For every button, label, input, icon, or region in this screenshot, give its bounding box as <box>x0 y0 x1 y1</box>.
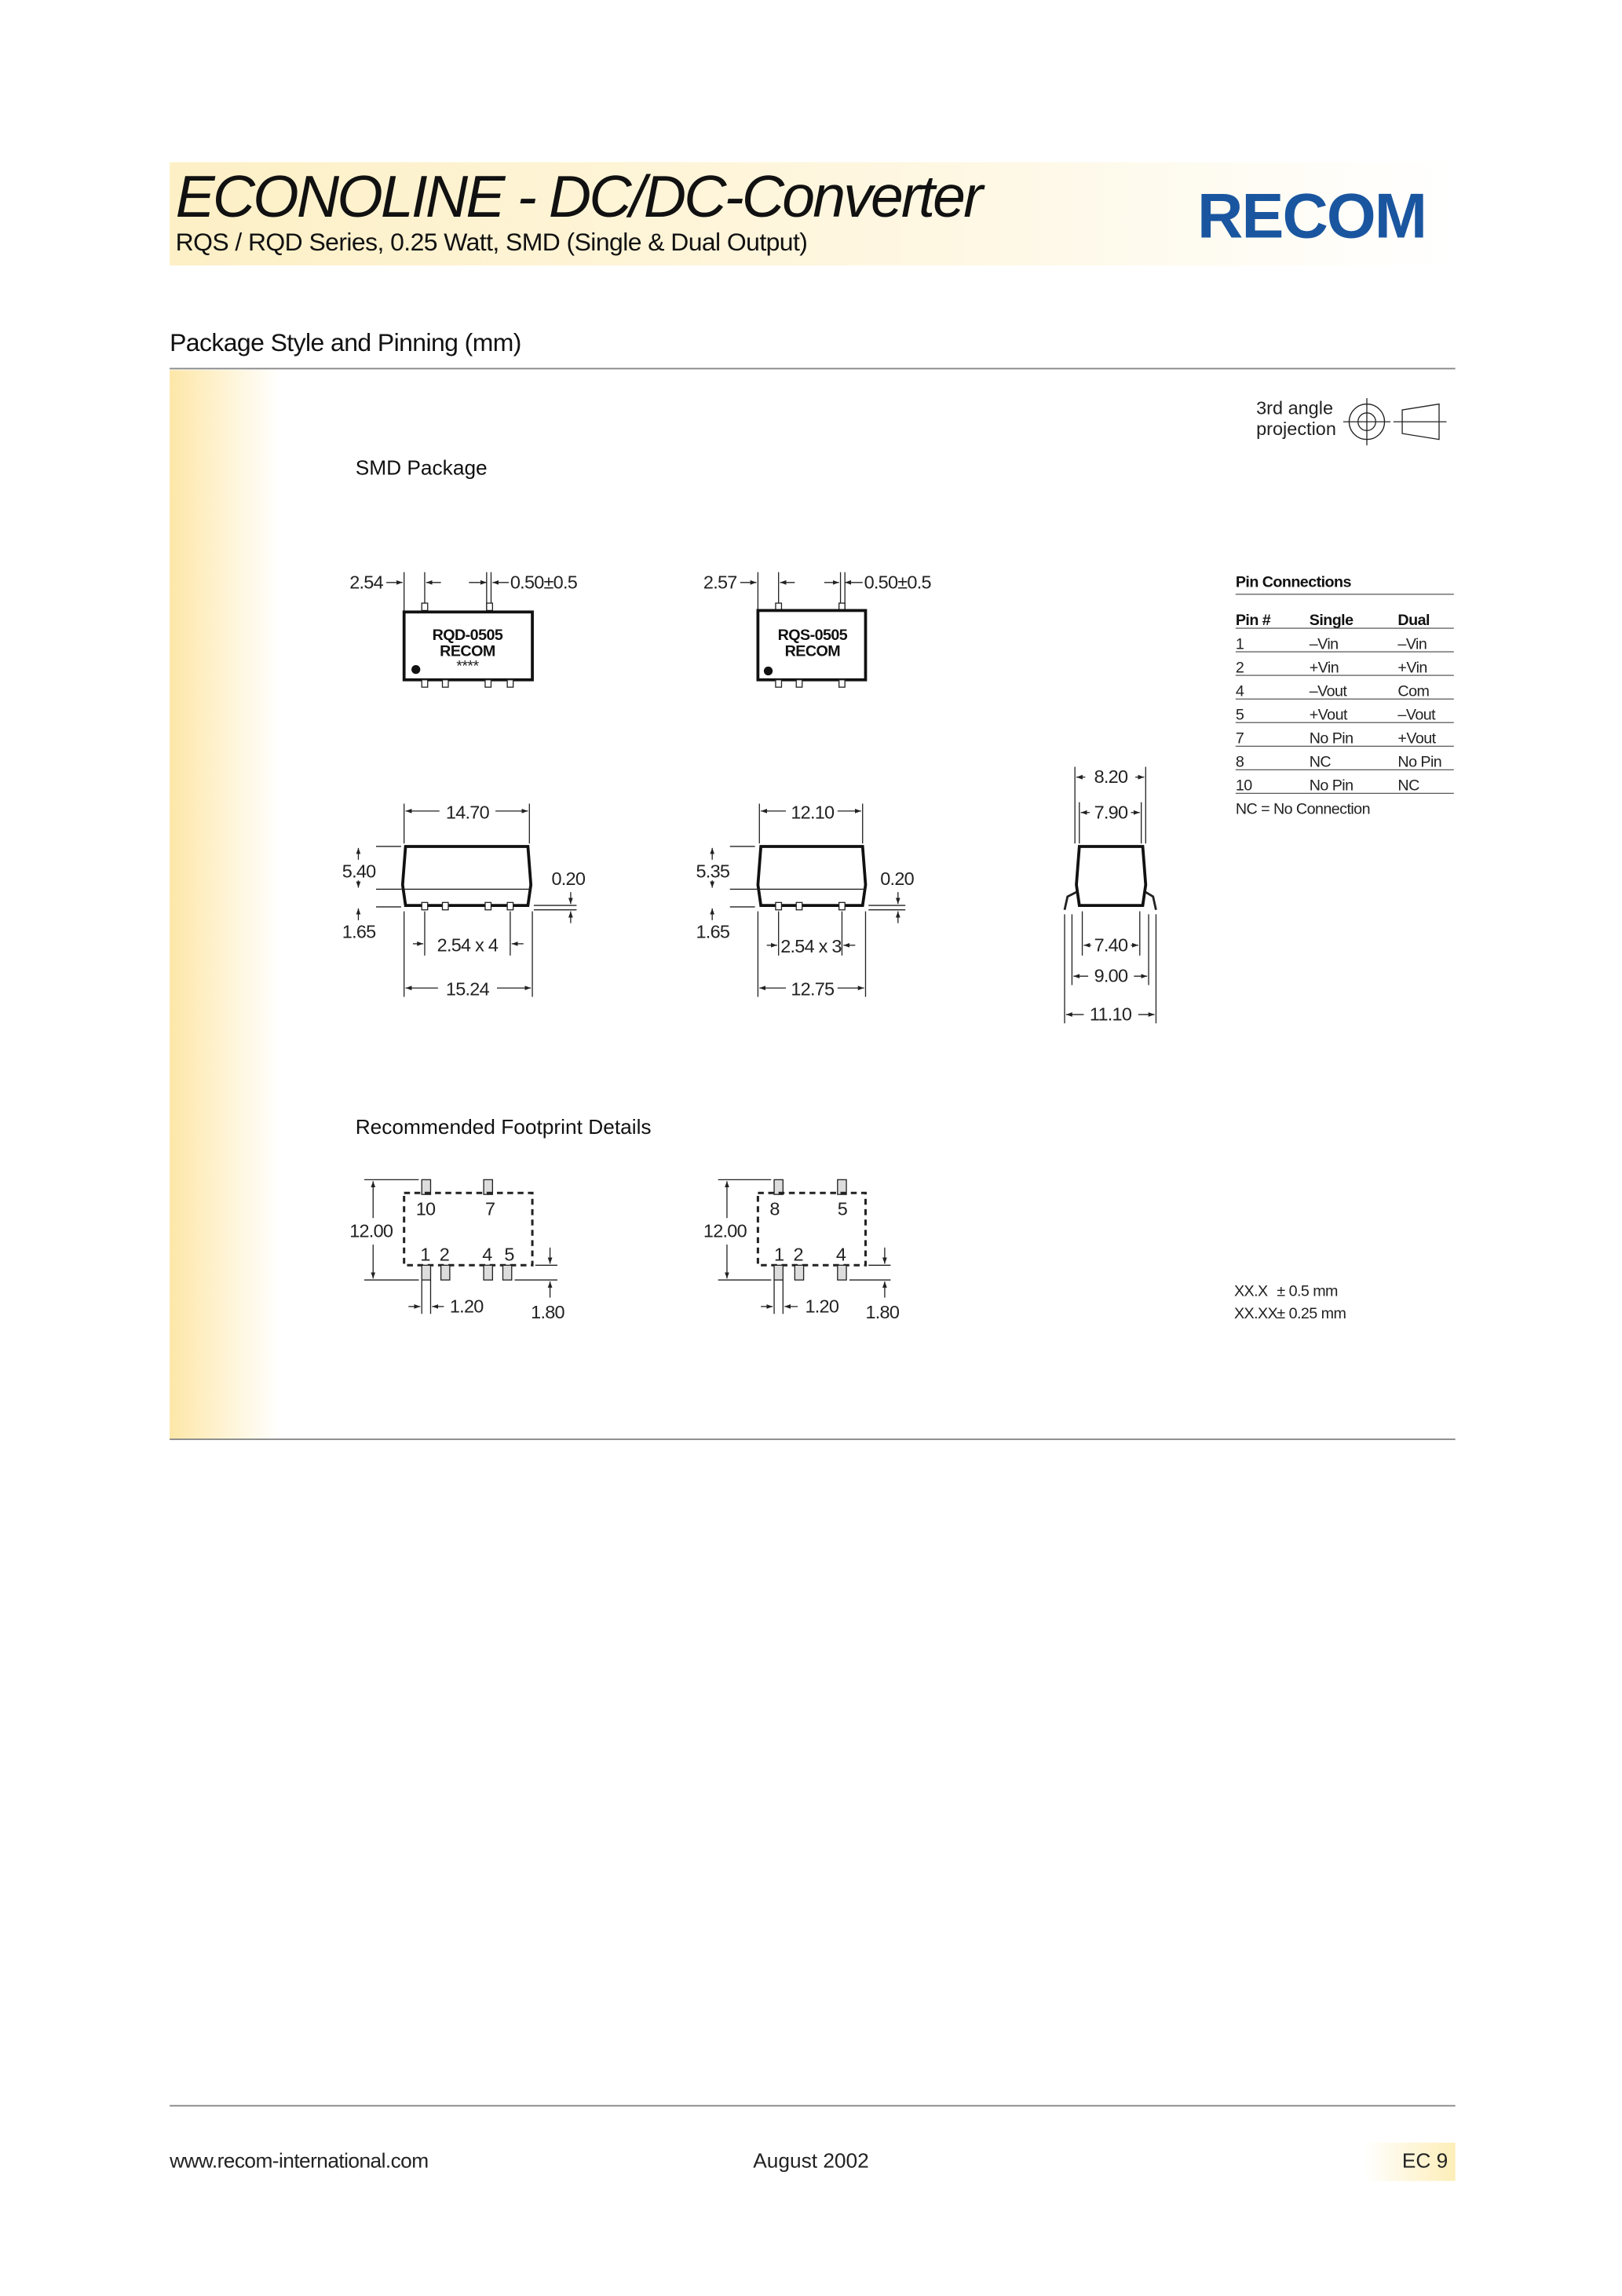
end-view <box>1065 766 1156 1024</box>
tolerances <box>1234 1283 1346 1322</box>
dim-label: 1.65 <box>696 921 730 942</box>
table-cell: +Vout <box>1309 706 1347 724</box>
rqd-top-view <box>349 572 578 687</box>
table-cell: +Vin <box>1397 659 1427 677</box>
dim-label: 12.10 <box>791 802 835 823</box>
dim-label: 5.35 <box>696 861 730 882</box>
recom-logo: RECOM <box>1197 181 1427 252</box>
table-row <box>1236 659 1454 676</box>
dim-label: 1.20 <box>449 1296 484 1317</box>
table-cell: 5 <box>1235 706 1244 724</box>
rqd-side-view <box>342 802 586 999</box>
table-cell: +Vout <box>1397 729 1436 748</box>
side-band <box>170 370 280 1439</box>
table-cell: NC <box>1309 753 1332 771</box>
rqd-footprint <box>349 1179 564 1322</box>
dim-label: 14.70 <box>445 802 489 823</box>
dim-label: 0.20 <box>880 868 914 889</box>
table-cell: –Vout <box>1397 706 1436 724</box>
table-cell: –Vin <box>1397 635 1427 653</box>
table-cell: No Pin <box>1397 753 1442 771</box>
dim-label: 1.65 <box>342 921 376 942</box>
dim-label: 2.54 <box>349 572 383 593</box>
footprint-label: Recommended Footprint Details <box>355 1115 652 1139</box>
table-cell: NC <box>1397 777 1419 795</box>
column-header: Dual <box>1397 612 1430 630</box>
pin1-dot-icon <box>764 667 773 675</box>
header <box>170 163 1452 265</box>
rqs-top-view <box>703 572 932 687</box>
part-marking: RQS-0505 <box>777 627 848 645</box>
dim-label: 5.40 <box>342 861 376 882</box>
table-cell: 7 <box>1235 729 1244 748</box>
dim-label: 15.24 <box>445 978 489 1000</box>
table-cell: +Vin <box>1309 659 1339 677</box>
table-row <box>1236 754 1454 771</box>
projection-label: projection <box>1256 419 1336 440</box>
table-cell: 2 <box>1235 659 1244 677</box>
pin-label: 10 <box>415 1198 436 1219</box>
tolerance-format: XX.XX <box>1233 1304 1278 1322</box>
rqs-footprint <box>703 1179 900 1322</box>
section-title: Package Style and Pinning (mm) <box>170 327 521 356</box>
column-header: Single <box>1309 612 1353 630</box>
dim-label: 7.90 <box>1094 802 1128 823</box>
part-marking: RECOM <box>784 642 841 660</box>
table-row <box>1236 682 1454 700</box>
dim-label: 0.50±0.5 <box>864 572 931 593</box>
table-row <box>1236 729 1454 747</box>
dim-label: 12.00 <box>703 1220 747 1241</box>
table-title: Pin Connections <box>1235 573 1351 591</box>
projection-label: 3rd angle <box>1256 397 1334 419</box>
part-marking: RQD-0505 <box>432 627 503 645</box>
table-cell: 8 <box>1235 753 1244 771</box>
footer-date: August 2002 <box>753 2148 869 2173</box>
table-cell: –Vin <box>1309 635 1339 653</box>
tolerance-value: ± 0.5 mm <box>1277 1282 1338 1300</box>
page-title: ECONOLINE - DC/DC-Converter <box>175 163 981 230</box>
dim-label: 2.57 <box>703 572 737 593</box>
pin-label: 4 <box>482 1244 492 1265</box>
pin-label: 2 <box>793 1244 803 1265</box>
part-marking: **** <box>456 657 479 675</box>
dim-label: 12.00 <box>349 1220 393 1241</box>
pin-label: 2 <box>439 1244 450 1265</box>
pin-connections-table <box>1236 573 1454 817</box>
table-row <box>1236 777 1454 795</box>
page-number: EC 9 <box>1401 2148 1448 2173</box>
table-cell: No Pin <box>1309 729 1353 748</box>
pin-label: 1 <box>774 1244 784 1265</box>
dim-label: 1.80 <box>865 1301 900 1322</box>
part-marking: RECOM <box>440 642 495 660</box>
footer-url[interactable]: www.recom-international.com <box>170 2148 429 2173</box>
table-row <box>1236 706 1454 723</box>
tolerance-value: ± 0.25 mm <box>1277 1304 1346 1322</box>
projection-symbol <box>1256 398 1446 445</box>
table-cell: 1 <box>1235 635 1244 653</box>
dim-label: 0.20 <box>551 868 586 889</box>
dim-label: 2.54 x 3 <box>780 936 842 957</box>
dim-label: 2.54 x 4 <box>437 934 499 956</box>
table-note: NC = No Connection <box>1235 800 1370 818</box>
table-header <box>1236 612 1454 629</box>
dim-label: 8.20 <box>1094 766 1128 788</box>
table-cell: –Vout <box>1309 682 1347 700</box>
column-header: Pin # <box>1235 612 1271 630</box>
dim-label: 1.80 <box>531 1301 564 1322</box>
dim-label: 1.20 <box>805 1296 839 1317</box>
pin-label: 1 <box>420 1244 430 1265</box>
pin-label: 5 <box>504 1244 514 1265</box>
page-subtitle: RQS / RQD Series, 0.25 Watt, SMD (Single & Dual Output) <box>175 228 808 257</box>
pin-label: 7 <box>484 1198 495 1219</box>
pin-label: 4 <box>835 1244 846 1265</box>
third-angle-icon <box>1343 398 1446 445</box>
dim-label: 9.00 <box>1094 965 1128 986</box>
smd-package-label: SMD Package <box>355 455 488 480</box>
table-row <box>1236 635 1454 653</box>
pin-label: 8 <box>769 1198 780 1219</box>
tolerance-format: XX.X <box>1233 1282 1268 1300</box>
table-cell: 4 <box>1235 682 1244 700</box>
table-cell: 10 <box>1235 777 1252 795</box>
dim-label: 0.50±0.5 <box>510 572 578 593</box>
table-cell: No Pin <box>1309 777 1353 795</box>
dim-label: 11.10 <box>1089 1004 1132 1025</box>
pin-label: 5 <box>837 1198 848 1219</box>
footer <box>169 2106 1456 2181</box>
rqs-side-view <box>696 802 915 999</box>
table-cell: Com <box>1397 682 1430 700</box>
dim-label: 12.75 <box>791 978 835 1000</box>
pin1-dot-icon <box>411 665 420 674</box>
dim-label: 7.40 <box>1094 934 1128 956</box>
